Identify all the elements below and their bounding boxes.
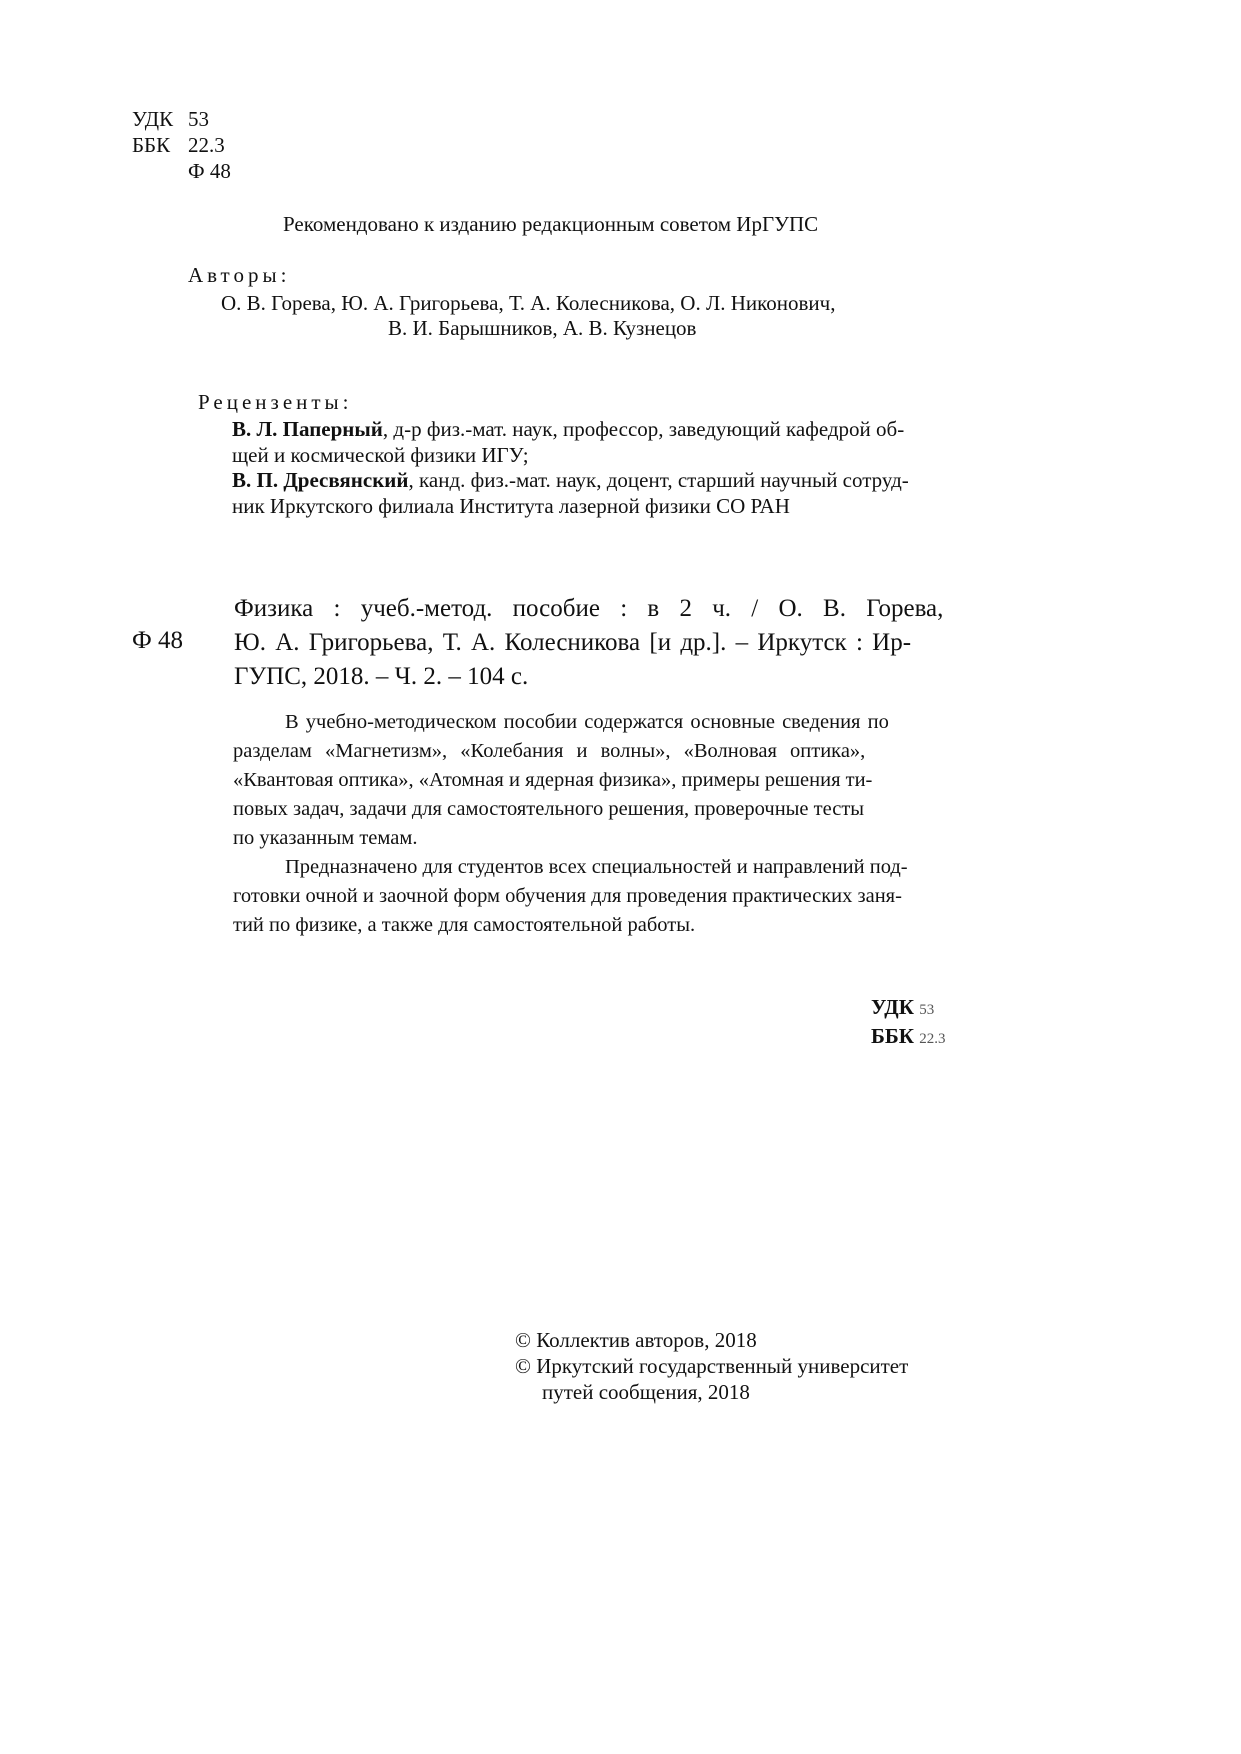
bibliography-line-3: ГУПС, 2018. – Ч. 2. – 104 с. <box>234 663 529 690</box>
bibliography-entry <box>234 592 974 694</box>
authors-heading: Авторы: <box>188 263 291 287</box>
bottom-bbk-label: ББК <box>871 1024 914 1048</box>
classification-block <box>132 106 231 184</box>
udk-row <box>132 106 231 132</box>
udk-label: УДК <box>132 107 174 131</box>
bibliography-line-2: Ю. А. Григорьева, Т. А. Колесникова [и др.]. – Иркутск : Ир- <box>234 629 912 656</box>
reviewer-1-name: В. Л. Паперный <box>232 417 383 441</box>
authors-line-2: В. И. Барышников, А. В. Кузнецов <box>388 316 697 340</box>
bibliography-sign: Ф 48 <box>132 627 184 654</box>
annotation-p1-line-3: «Квантовая оптика», «Атомная и ядерная физика», примеры решения ти- <box>233 769 873 791</box>
annotation-p2-line-3: тий по физике, а также для самостоятельной работы. <box>233 914 696 936</box>
reviewer-2-name: В. П. Дресвянский <box>232 468 409 492</box>
reviewer-1 <box>232 416 972 468</box>
authors-line-1: О. В. Горева, Ю. А. Григорьева, Т. А. Колесникова, О. Л. Никонович, <box>221 291 836 315</box>
bottom-udk-label: УДК <box>871 995 914 1019</box>
annotation-p2-line-1: Предназначено для студентов всех специальностей и направлений под- <box>285 856 908 878</box>
annotation-p1-line-4: повых задач, задачи для самостоятельного решения, проверочные тесты <box>233 798 865 820</box>
reviewer-2-line-2: ник Иркутского филиала Института лазерной физики СО РАН <box>232 494 790 518</box>
annotation-p1-line-1: В учебно-методическом пособии содержатся основные сведения по <box>285 711 889 733</box>
author-sign: Ф 48 <box>188 159 231 183</box>
reviewer-2 <box>232 467 972 519</box>
bbk-label: ББК <box>132 133 171 157</box>
annotation-p2-line-2: готовки очной и заочной форм обучения для проведения практических заня- <box>233 885 902 907</box>
bottom-udk-value: 53 <box>919 1002 935 1018</box>
reviewers-heading: Рецензенты: <box>198 390 353 414</box>
reviewer-2-line-1: , канд. физ.-мат. наук, доцент, старший научный сотруд- <box>408 468 909 492</box>
reviewer-1-line-1: , д-р физ.-мат. наук, профессор, заведующий кафедрой об- <box>382 417 905 441</box>
copyright-line-3: путей сообщения, 2018 <box>542 1380 750 1404</box>
bbk-value: 22.3 <box>188 133 225 157</box>
copyright-line-1: © Коллектив авторов, 2018 <box>515 1328 757 1352</box>
reviewer-1-line-2: щей и космической физики ИГУ; <box>232 443 529 467</box>
copyright-line-2: © Иркутский государственный университет <box>515 1354 909 1378</box>
annotation <box>233 708 973 940</box>
bottom-bbk-value: 22.3 <box>919 1031 946 1047</box>
bottom-codes <box>871 994 946 1052</box>
annotation-p1-line-5: по указанным темам. <box>233 827 418 849</box>
bibliography-line-1: Физика : учеб.-метод. пособие : в 2 ч. / О. В. Горева, <box>234 595 944 622</box>
copyright-block <box>515 1327 908 1405</box>
recommendation-line: Рекомендовано к изданию редакционным советом ИрГУПС <box>283 212 819 236</box>
udk-value: 53 <box>188 107 209 131</box>
bbk-row <box>132 132 231 158</box>
annotation-p1-line-2: разделам «Магнетизм», «Колебания и волны», «Волновая оптика», <box>233 740 866 762</box>
